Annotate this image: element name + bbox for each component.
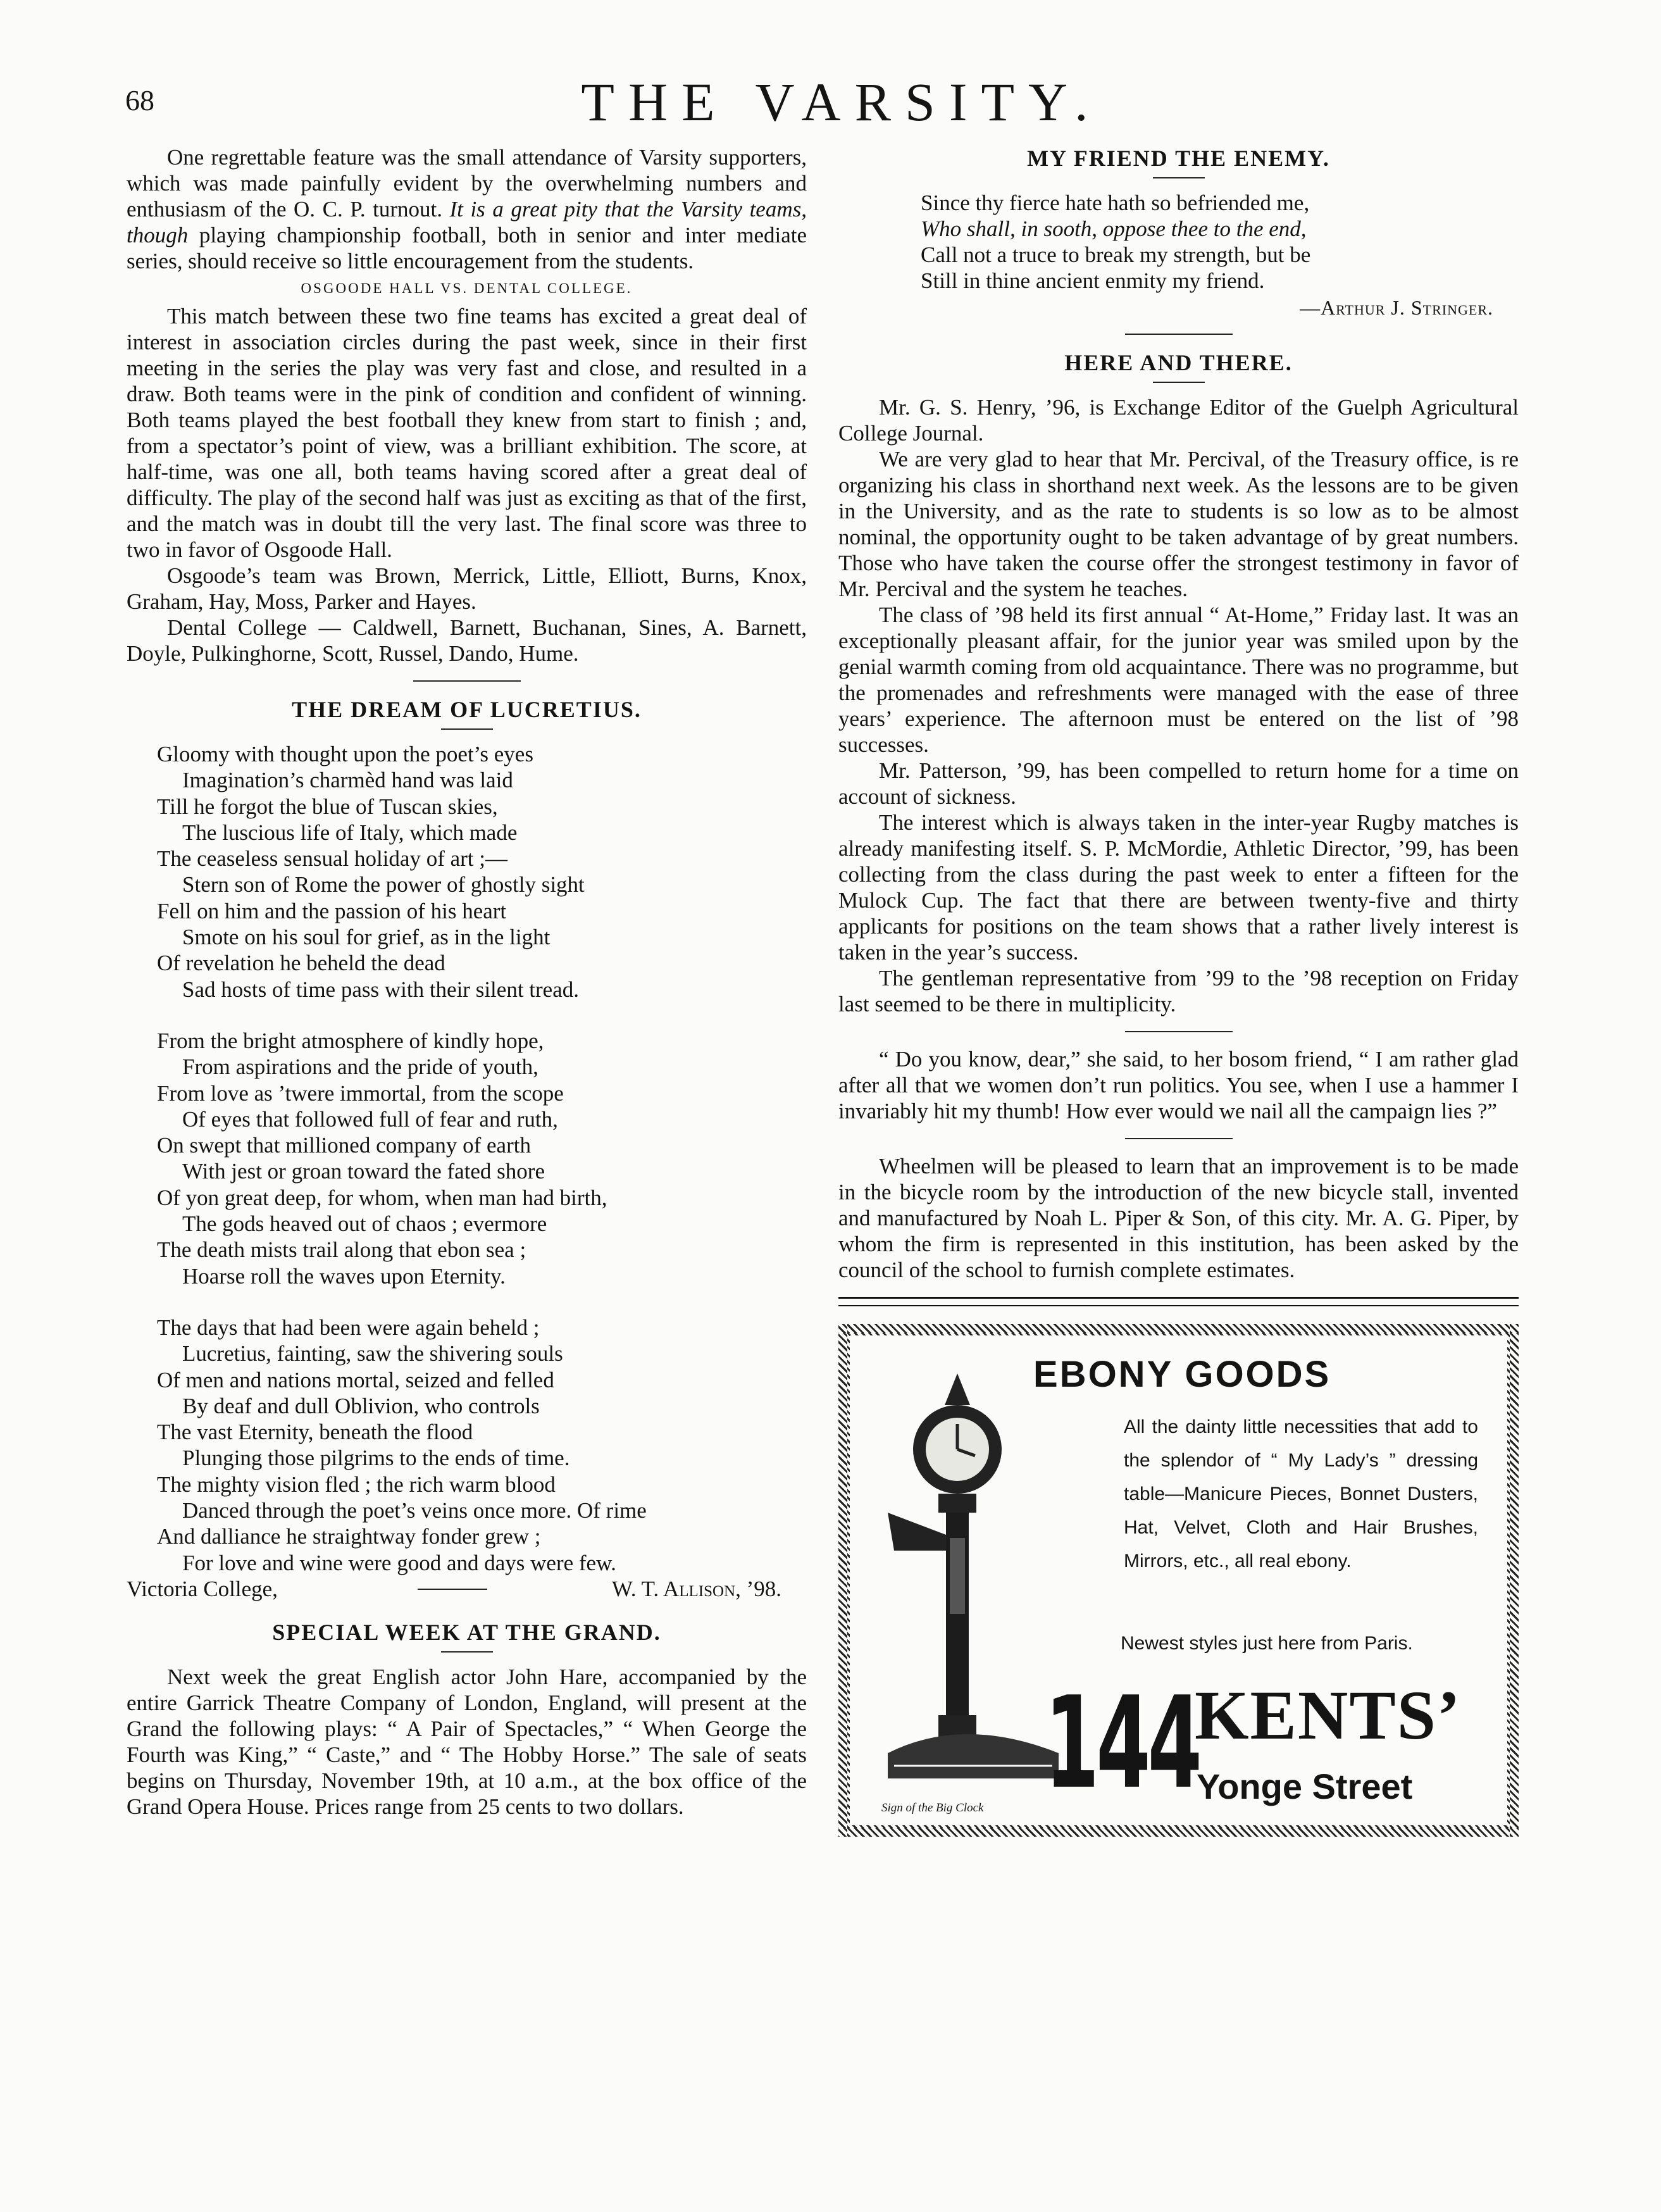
ad-street: Yonge Street xyxy=(1197,1766,1413,1806)
poem-line: The days that had been were again beheld ; xyxy=(157,1315,540,1340)
poem-line: Lucretius, fainting, saw the shivering souls xyxy=(182,1341,563,1366)
poem-line: The gods heaved out of chaos ; evermore xyxy=(182,1211,547,1237)
right-column xyxy=(838,144,1519,1837)
stanza-gap xyxy=(157,1003,807,1028)
title-rule xyxy=(1153,177,1205,178)
poem-line: Plunging those pilgrims to the ends of time. xyxy=(182,1446,570,1471)
intro-text-b: playing championship football, both in senior and inter mediate series, should receive so little encouragement from the students. xyxy=(127,223,807,273)
poem-line: From the bright atmosphere of kindly hope, xyxy=(157,1028,544,1053)
poem-line: Sad hosts of time pass with their silent tread. xyxy=(182,977,579,1002)
poem-line: Call not a truce to break my strength, but be xyxy=(921,242,1311,267)
poem-line: Since thy fierce hate hath so befriended me, xyxy=(921,191,1310,215)
poem-line: Of yon great deep, for whom, when man had birth, xyxy=(157,1185,607,1210)
spacer xyxy=(127,1602,807,1618)
enemy-credit: —Arthur J. Stringer. xyxy=(1300,296,1493,319)
ad-street-number: 144 xyxy=(1045,1670,1199,1817)
intro-paragraph xyxy=(127,144,807,274)
news-item-paragraph: Mr. G. S. Henry, ’96, is Exchange Editor of the Guelph Agricultural College Journal. xyxy=(838,395,1519,446)
double-rule xyxy=(838,1297,1519,1306)
osgoode-heading: OSGOODE HALL VS. DENTAL COLLEGE. xyxy=(301,280,633,296)
news-item-paragraph: The interest which is always taken in the inter-year Rugby matches is already manifesting itself. S. P. McMordie, Athletic Director, ’99, has been collecting from the class during the past week to enter a fifteen for the Mulock Cup. The fact that there are between twenty-five and thirty applicants for positions on the team shows that a rather lively interest is taken in the year’s success. xyxy=(838,810,1519,965)
title-rule xyxy=(441,728,493,730)
section-divider xyxy=(413,680,521,682)
page-number: 68 xyxy=(125,84,154,116)
poem-line: The death mists trail along that ebon sea ; xyxy=(157,1237,526,1263)
here-title: HERE AND THERE. xyxy=(1064,350,1293,375)
signature-rule xyxy=(418,1589,487,1590)
here-and-there-body xyxy=(838,394,1519,1017)
masthead: THE VARSITY. xyxy=(581,72,1102,132)
signature-author: W. T. Allison, ’98. xyxy=(611,1576,781,1601)
poem-line: The luscious life of Italy, which made xyxy=(182,820,518,845)
poem-line: The ceaseless sensual holiday of art ;— xyxy=(157,846,507,872)
intro-text-italic: It is a great pity that the Varsity teams, though xyxy=(127,197,807,247)
grand-title: SPECIAL WEEK AT THE GRAND. xyxy=(272,1619,661,1645)
poem-line: Who shall, in sooth, oppose thee to the end, xyxy=(921,216,1307,241)
lucretius-title: THE DREAM OF LUCRETIUS. xyxy=(292,697,642,722)
grand-paragraph: Next week the great English actor John Hare, accompanied by the entire Garrick Theatre Company of London, England, will present at the Grand the following plays: “ A Pair of Spectacles,” “ When George the Fourth was King,” “ Caste,” and “ The Hobby Horse.” The sale of seats begins on Thursday, November 19th, at 10 a.m., at the box office of the Grand Opera House. Prices range from 25 cents to two dollars. xyxy=(127,1664,807,1819)
enemy-title: MY FRIEND THE ENEMY. xyxy=(1027,146,1330,171)
poem-line: Danced through the poet’s veins once more. Of rime xyxy=(182,1498,647,1523)
wheelmen-paragraph: Wheelmen will be pleased to learn that an improvement is to be made in the bicycle room by the introduction of the new bicycle stall, invented and manufactured by Noah L. Piper & Son, of this city. Mr. A. G. Piper, by whom the firm is represented in this institution, has been asked by the council of the school to furnish complete estimates. xyxy=(838,1154,1519,1282)
news-item-paragraph: We are very glad to hear that Mr. Percival, of the Treasury office, is re organizing his class in shorthand next week. As the lessons are to be given in the University, and as the rate to students is so low as to be almost nominal, the opportunity ought to be taken advantage of by great numbers. Those who have taken the course offer the strongest testimony in favor of Mr. Percival and the system he teaches. xyxy=(838,447,1519,601)
big-clock-icon xyxy=(875,1361,1065,1804)
poem-line: The mighty vision fled ; the rich warm blood xyxy=(157,1472,556,1497)
poem-line: Till he forgot the blue of Tuscan skies, xyxy=(157,794,498,819)
ad-brand: KENTS’ xyxy=(1195,1677,1462,1754)
poem-line: Stern son of Rome the power of ghostly sight xyxy=(182,872,585,897)
ad-body: All the dainty little necessities that add to the splendor of “ My Lady’s ” dressing table—Manicure Pieces, Bonnet Dusters, Hat, Velvet, Cloth and Hair Brushes, Mirrors, etc., all real ebony. xyxy=(1124,1416,1478,1572)
osgoode-team-paragraph: Osgoode’s team was Brown, Merrick, Little, Elliott, Burns, Knox, Graham, Hay, Moss, Parker and Hayes. xyxy=(127,563,807,614)
ad-panel xyxy=(850,1335,1507,1825)
poem-line: Fell on him and the passion of his heart xyxy=(157,898,507,923)
poem-line: Of eyes that followed full of fear and ruth, xyxy=(182,1106,558,1132)
news-item-paragraph: The class of ’98 held its first annual “ At-Home,” Friday last. It was an exceptionally pleasant affair, for the junior year was smiled upon by the genial warmth coming from old acquaintance. There was no programme, but the promenades and refreshments were managed with the ease of three years’ experience. The afternoon must be entered on the list of ’98 successes. xyxy=(838,603,1519,757)
signature-place: Victoria College, xyxy=(127,1576,278,1601)
poem-line: From love as ’twere immortal, from the scope xyxy=(157,1080,564,1106)
poem-line: With jest or groan toward the fated shore xyxy=(182,1159,545,1184)
title-rule xyxy=(1153,382,1205,383)
enemy-poem xyxy=(921,190,1519,294)
title-rule xyxy=(441,1651,493,1653)
poem-line: By deaf and dull Oblivion, who controls xyxy=(182,1393,540,1418)
dental-team-paragraph: Dental College — Caldwell, Barnett, Buchanan, Sines, A. Barnett, Doyle, Pulkinghorne, Scott, Russel, Dando, Hume. xyxy=(127,615,807,666)
poem-line: On swept that millioned company of earth xyxy=(157,1133,531,1158)
poem-line: Hoarse roll the waves upon Eternity. xyxy=(182,1263,506,1289)
section-divider xyxy=(1125,1031,1233,1032)
kents-advertisement xyxy=(838,1324,1519,1837)
osgoode-paragraph: This match between these two fine teams has excited a great deal of interest in association circles during the past week, since in their first meeting in the series the play was very fast and close, and resulted in a draw. Both teams were in the pink of condition and confident of winning. Both teams played the best football they knew from start to finish ; and, from a spectator’s point of view, was a brilliant exhibition. The score, at half-time, was one all, both teams having scored after a great deal of difficulty. The play of the second half was just as exciting as that of the first, and the match was in doubt till the very last. The final score was three to two in favor of Osgoode Hall. xyxy=(127,304,807,562)
poem-line: Imagination’s charmèd hand was laid xyxy=(182,768,513,793)
lucretius-signature xyxy=(127,1576,807,1602)
news-item-paragraph: The gentleman representative from ’99 to the ’98 reception on Friday last seemed to be there in multiplicity. xyxy=(838,966,1519,1016)
stanza-gap xyxy=(157,1289,807,1315)
poem-line: Gloomy with thought upon the poet’s eyes xyxy=(157,742,533,766)
ad-title: EBONY GOODS xyxy=(1033,1354,1331,1395)
poem-line: Still in thine ancient enmity my friend. xyxy=(921,268,1265,293)
poem-line: The vast Eternity, beneath the flood xyxy=(157,1420,473,1445)
joke-paragraph: “ Do you know, dear,” she said, to her bosom friend, “ I am rather glad after all that we women don’t run politics. You see, when I use a hammer I invariably hit my thumb! How ever would we nail all the campaign lies ?” xyxy=(838,1047,1519,1123)
poem-line: And dalliance he straightway fonder grew ; xyxy=(157,1524,541,1549)
poem-line: For love and wine were good and days were few. xyxy=(182,1550,616,1575)
section-divider xyxy=(1125,1138,1233,1139)
ad-caption: Sign of the Big Clock xyxy=(881,1801,984,1815)
poem-line: Of men and nations mortal, seized and felled xyxy=(157,1367,554,1392)
poem-line: From aspirations and the pride of youth, xyxy=(182,1054,538,1080)
news-item-paragraph: Mr. Patterson, ’99, has been compelled to return home for a time on account of sickness. xyxy=(838,758,1519,809)
poem-line: Of revelation he beheld the dead xyxy=(157,951,445,976)
left-column xyxy=(127,144,807,1820)
lucretius-poem xyxy=(157,741,807,1576)
poem-line: Smote on his soul for grief, as in the light xyxy=(182,925,551,950)
intro-text-a: One regrettable feature was the small attendance of Varsity supporters, which was made painfully evident by the overwhelming numbers and enthusiasm of the O. C. P. turnout. xyxy=(127,145,807,222)
section-divider xyxy=(1125,334,1233,335)
ad-tagline: Newest styles just here from Paris. xyxy=(1121,1633,1413,1654)
